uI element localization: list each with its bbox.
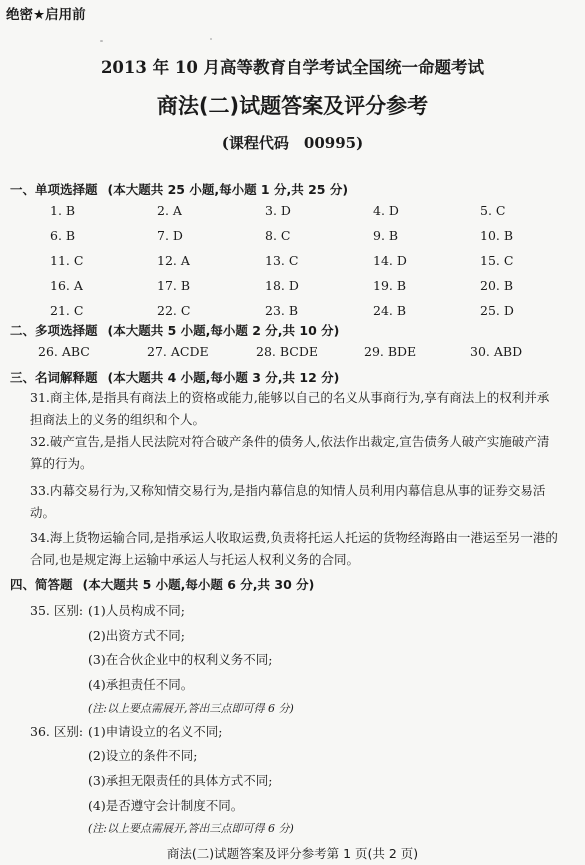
section-heading-single-choice (10, 180, 348, 198)
answer-31 (30, 387, 560, 431)
question-number: 32. (30, 434, 50, 449)
answer-cell: 20. B (480, 278, 514, 293)
answer-cell: 6. B (50, 228, 76, 243)
section-note: (本大题共 4 小题,每小题 3 分,共 12 分) (107, 370, 340, 385)
answer-cell: 29. BDE (364, 344, 417, 359)
answer-cell: 30. ABD (470, 344, 523, 359)
answer-cell: 17. B (157, 278, 191, 293)
answer-34 (30, 527, 560, 571)
answer-35-point: (4)承担责任不同。 (88, 677, 194, 692)
answer-36-point: (1)申请设立的名义不同; (88, 724, 223, 739)
answer-cell: 16. A (50, 278, 83, 293)
answer-cell: 1. B (50, 203, 76, 218)
answer-36-point: (3)承担无限责任的具体方式不同; (88, 773, 273, 788)
course-code: (课程代码 00995) (221, 134, 364, 152)
answer-text: 商主体,是指具有商法上的资格或能力,能够以自己的名义从事商行为,享有商法上的权利并承担商法上的义务的组织和个人。 (30, 390, 550, 427)
answer-cell: 19. B (373, 278, 407, 293)
section-title: 三、名词解释题 (10, 370, 98, 385)
scan-speck (100, 40, 103, 42)
answer-cell: 14. D (373, 253, 407, 268)
question-number: 31. (30, 390, 50, 405)
answer-cell: 4. D (373, 203, 399, 218)
section-heading-multiple-choice (10, 321, 339, 339)
section-title: 一、单项选择题 (10, 182, 98, 197)
document-title: 商法(二)试题答案及评分参考 (156, 94, 429, 118)
answer-cell: 11. C (50, 253, 84, 268)
answer-cell: 18. D (265, 278, 299, 293)
answer-cell: 8. C (265, 228, 291, 243)
answer-35-lead: 35. 区别: (30, 603, 84, 618)
section-title: 二、多项选择题 (10, 323, 98, 338)
section-heading-short-answer (10, 575, 314, 593)
answer-cell: 24. B (373, 303, 407, 318)
confidential-mark: 绝密★启用前 (6, 7, 86, 23)
answer-cell: 13. C (265, 253, 299, 268)
section-note: (本大题共 5 小题,每小题 2 分,共 10 分) (107, 323, 340, 338)
answer-text: 海上货物运输合同,是指承运人收取运费,负责将托运人托运的货物经海路由一港运至另一港的合同,也是规定海上运输中承运人与托运人权利义务的合同。 (30, 530, 558, 567)
exam-title: 2013 年 10 月高等教育自学考试全国统一命题考试 (100, 58, 485, 77)
answer-32 (30, 431, 560, 475)
answer-cell: 27. ACDE (147, 344, 209, 359)
answer-cell: 5. C (480, 203, 506, 218)
answer-35-point: (2)出资方式不同; (88, 628, 185, 643)
page-footer: 商法(二)试题答案及评分参考第 1 页(共 2 页) (166, 846, 419, 861)
answer-35-point: (1)人员构成不同; (88, 603, 185, 618)
answer-cell: 3. D (265, 203, 291, 218)
answer-cell: 9. B (373, 228, 399, 243)
section-note: (本大题共 5 小题,每小题 6 分,共 30 分) (82, 577, 315, 592)
answer-text: 内幕交易行为,又称知情交易行为,是指内幕信息的知情人员利用内幕信息从事的证券交易活动。 (30, 483, 546, 520)
answer-text: 破产宣告,是指人民法院对符合破产条件的债务人,依法作出裁定,宣告债务人破产实施破产清算的行为。 (30, 434, 550, 471)
answer-cell: 12. A (157, 253, 190, 268)
section-note: (本大题共 25 小题,每小题 1 分,共 25 分) (107, 182, 349, 197)
section-title: 四、简答题 (10, 577, 73, 592)
answer-33 (30, 480, 560, 524)
answer-36-lead: 36. 区别: (30, 724, 84, 739)
answer-cell: 23. B (265, 303, 299, 318)
answer-cell: 25. D (480, 303, 514, 318)
answer-cell: 26. ABC (38, 344, 90, 359)
question-number: 34. (30, 530, 50, 545)
answer-cell: 2. A (157, 203, 182, 218)
answer-cell: 22. C (157, 303, 191, 318)
answer-cell: 10. B (480, 228, 514, 243)
answer-cell: 21. C (50, 303, 84, 318)
scan-speck (210, 38, 212, 40)
scoring-remark: (注:以上要点需展开,答出三点即可得 6 分) (88, 822, 294, 835)
question-number: 33. (30, 483, 50, 498)
scoring-remark: (注:以上要点需展开,答出三点即可得 6 分) (88, 702, 294, 715)
answer-cell: 7. D (157, 228, 183, 243)
answer-cell: 28. BCDE (256, 344, 318, 359)
answer-35-point: (3)在合伙企业中的权利义务不同; (88, 652, 273, 667)
section-heading-term-explanation (10, 368, 339, 386)
answer-36-point: (2)设立的条件不同; (88, 748, 198, 763)
answer-cell: 15. C (480, 253, 514, 268)
answer-36-point: (4)是否遵守会计制度不同。 (88, 798, 244, 813)
